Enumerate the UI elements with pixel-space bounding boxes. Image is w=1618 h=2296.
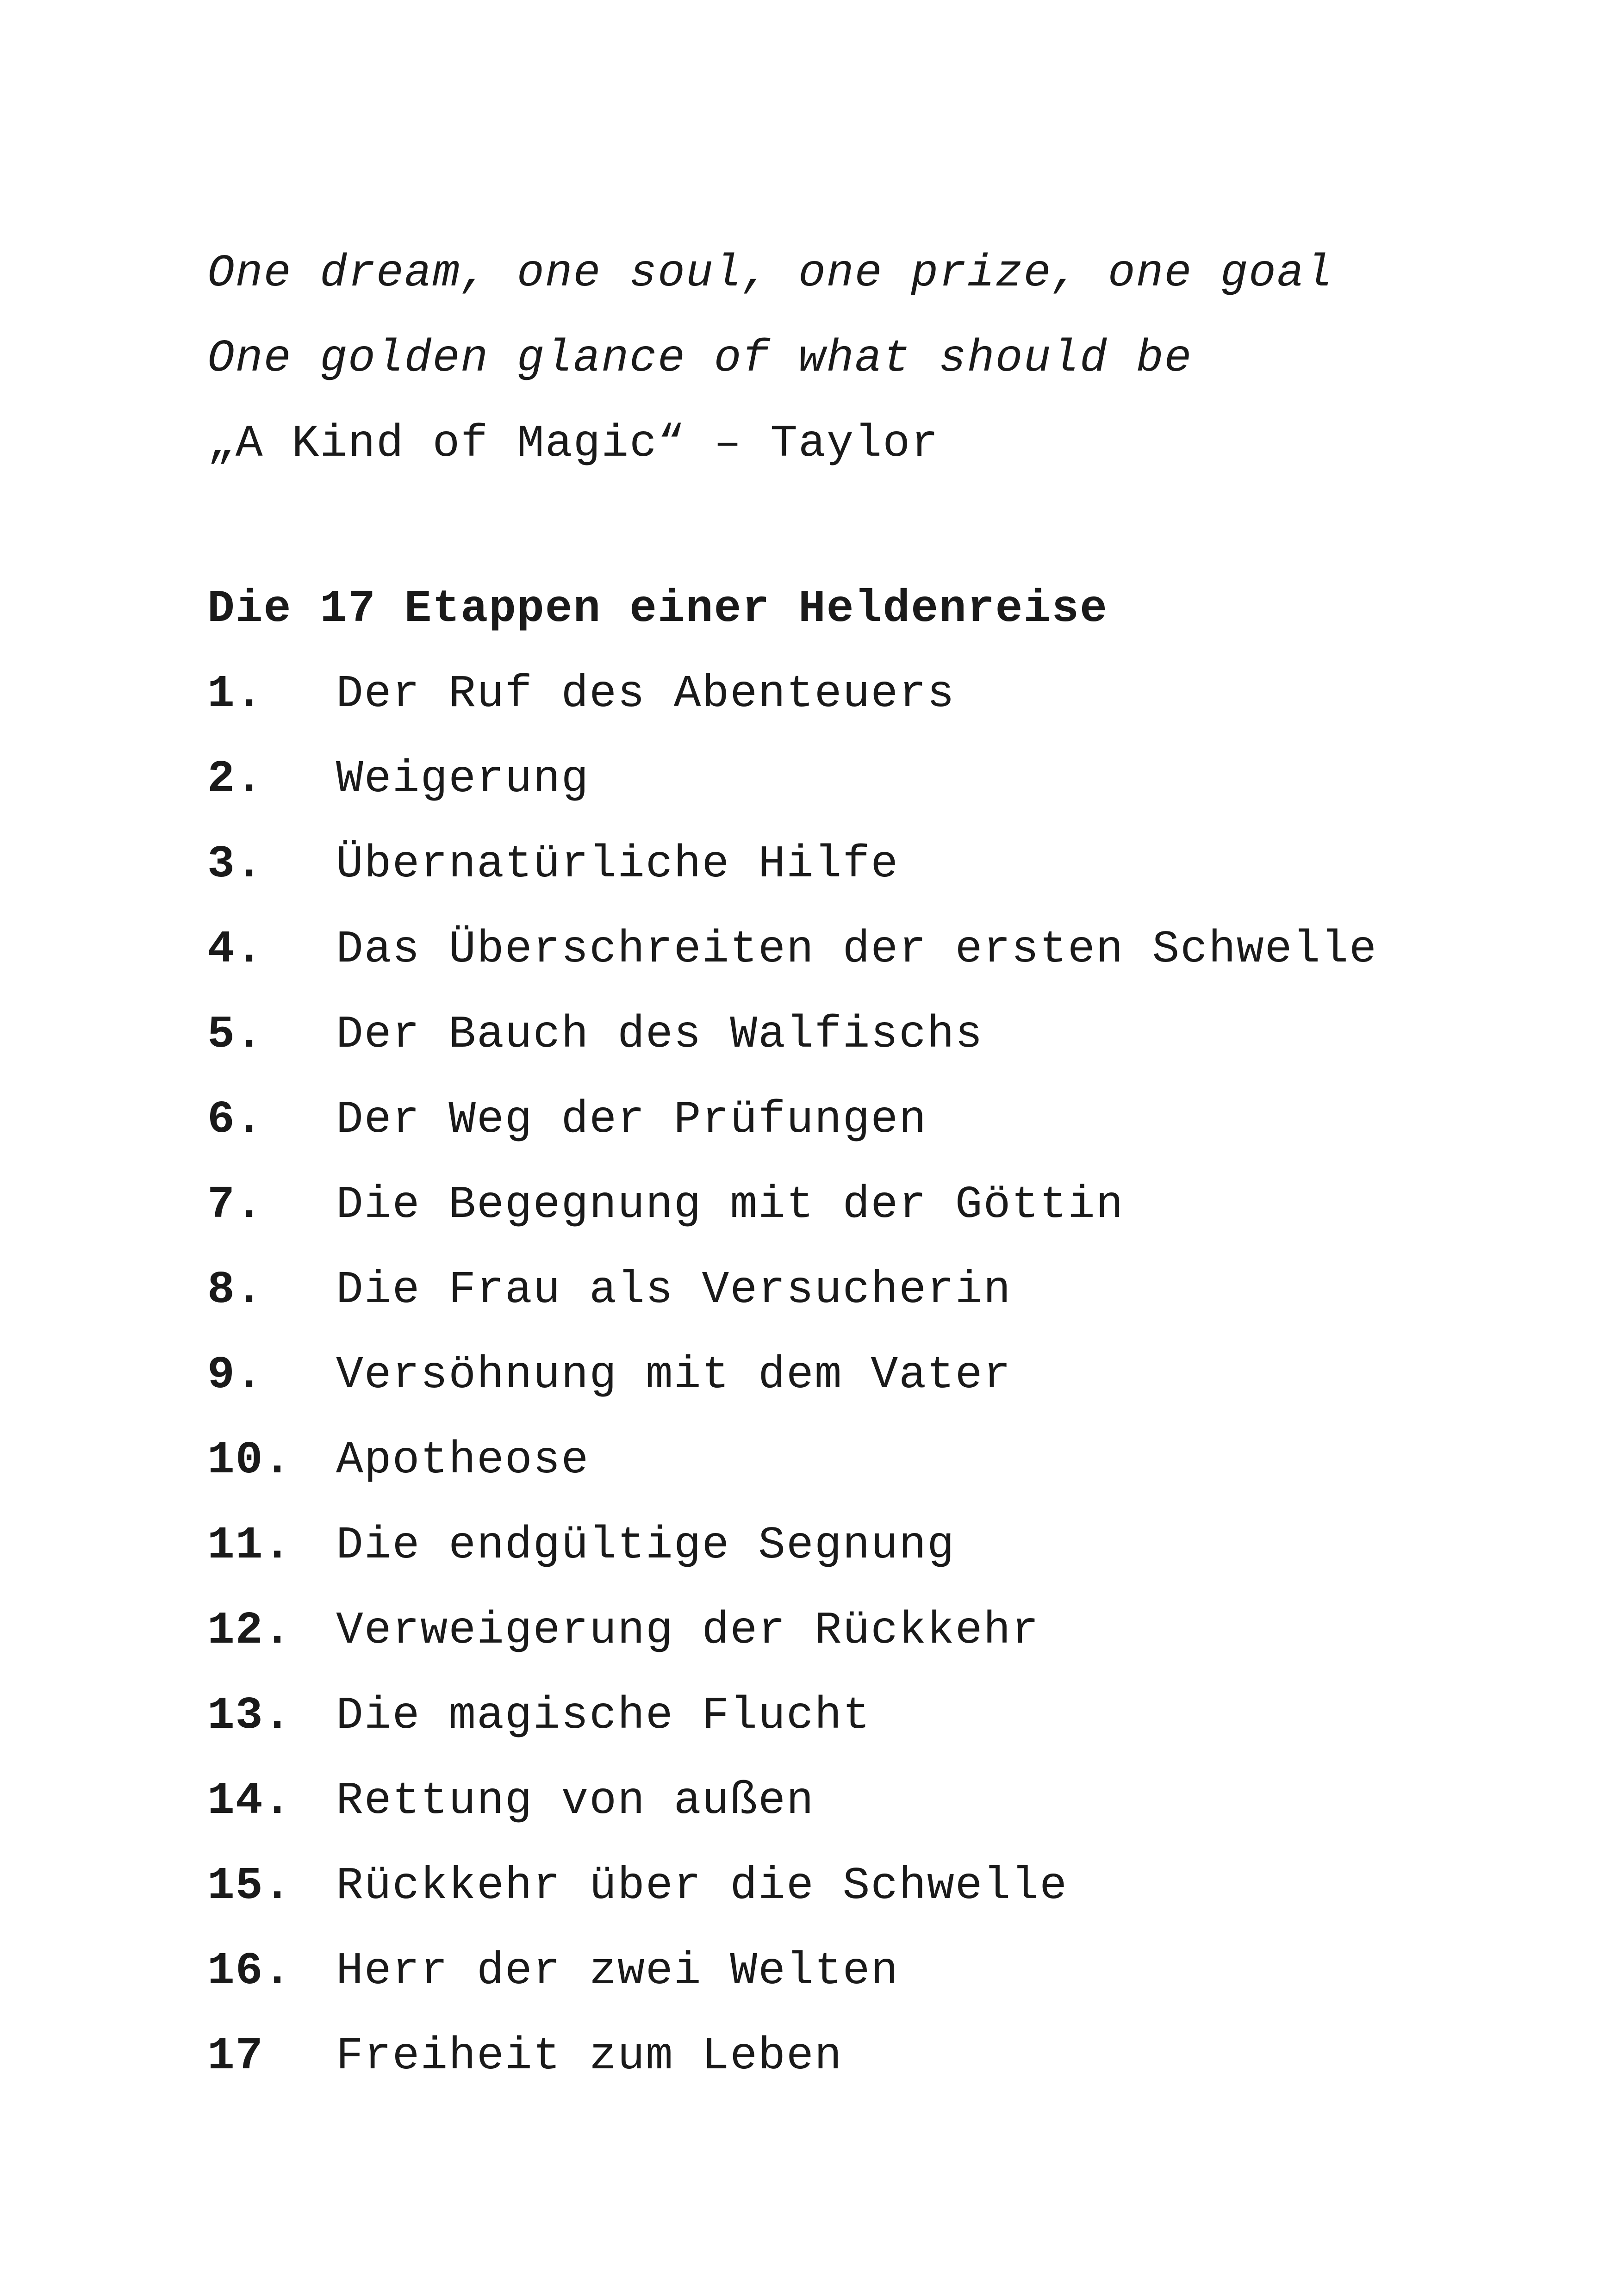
stage-label: Der Bauch des Walfischs [336,1009,983,1061]
stage-label: Rückkehr über die Schwelle [336,1861,1068,1912]
epigraph-line: One dream, one soul, one prize, one goal [207,248,1333,299]
stage-number: 8. [207,1265,264,1316]
stage-label: Der Weg der Prüfungen [336,1094,927,1146]
epigraph-source: „A Kind of Magic“ – Taylor [207,418,940,470]
stage-number: 1. [207,669,264,720]
list-item [207,1078,1377,1163]
list-item [207,1929,1377,2014]
list-item [207,1163,1377,1248]
list-item [207,1333,1377,1418]
list-item [207,652,1377,737]
stage-label: Die Begegnung mit der Göttin [336,1179,1124,1231]
stage-label: Freiheit zum Leben [336,2031,843,2082]
stage-label: Die magische Flucht [336,1690,871,1742]
stage-label: Rettung von außen [336,1775,815,1827]
stage-number: 10. [207,1435,292,1486]
stage-number: 14. [207,1775,292,1827]
stage-number: 4. [207,924,264,975]
stage-number: 16. [207,1946,292,1997]
stage-number: 12. [207,1605,292,1657]
stage-number: 3. [207,839,264,890]
stage-number: 17 [207,2031,264,2082]
list-item [207,1589,1377,1674]
list-item [207,1674,1377,1759]
stages-list [207,652,1377,2099]
stage-label: Der Ruf des Abenteuers [336,669,955,720]
stage-number: 7. [207,1179,264,1231]
list-item [207,1844,1377,1929]
stage-label: Die Frau als Versucherin [336,1265,1012,1316]
list-item [207,1248,1377,1333]
epigraph [207,231,1333,487]
epigraph-line: One golden glance of what should be [207,333,1193,385]
stage-number: 13. [207,1690,292,1742]
stage-number: 5. [207,1009,264,1061]
stage-label: Weigerung [336,754,590,805]
list-item [207,2014,1377,2099]
stage-number: 6. [207,1094,264,1146]
list-item [207,822,1377,907]
stage-number: 11. [207,1520,292,1571]
stage-number: 2. [207,754,264,805]
list-item [207,1759,1377,1844]
stage-number: 15. [207,1861,292,1912]
stage-label: Verweigerung der Rückkehr [336,1605,1040,1657]
stage-number: 9. [207,1350,264,1401]
stage-label: Herr der zwei Welten [336,1946,899,1997]
list-item [207,993,1377,1078]
stage-label: Apotheose [336,1435,590,1486]
list-item [207,737,1377,822]
stage-label: Die endgültige Segnung [336,1520,955,1571]
list-item [207,1418,1377,1503]
stage-label: Übernatürliche Hilfe [336,839,899,890]
section-heading: Die 17 Etappen einer Heldenreise [207,583,1108,635]
list-item [207,1503,1377,1589]
stage-label: Das Überschreiten der ersten Schwelle [336,924,1377,975]
stage-label: Versöhnung mit dem Vater [336,1350,1012,1401]
list-item [207,907,1377,993]
